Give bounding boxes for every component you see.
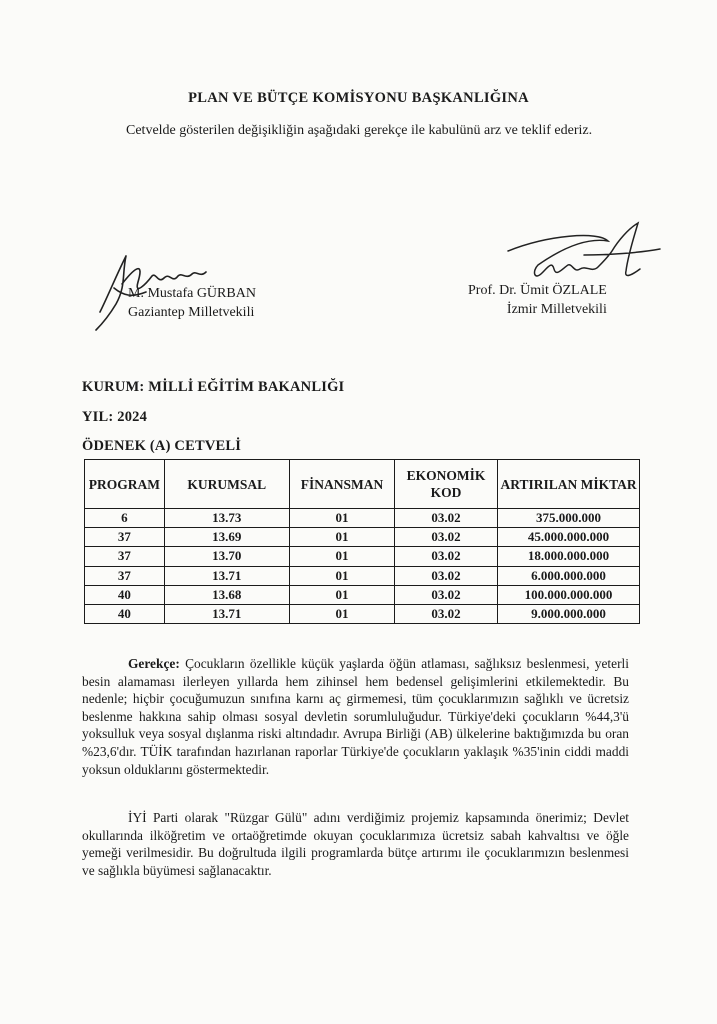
cell-ekonomik-kod: 03.02 [395, 604, 498, 623]
signatory-role: İzmir Milletvekili [506, 302, 607, 317]
cell-kurumsal: 13.71 [164, 566, 289, 585]
cell-ekonomik-kod: 03.02 [395, 566, 498, 585]
header-ekonomik-kod: EKONOMİK KOD [395, 460, 498, 509]
cell-kurumsal: 13.71 [164, 604, 289, 623]
table-row [85, 547, 640, 566]
cell-miktar: 375.000.000 [498, 509, 640, 528]
cell-kurumsal: 13.73 [164, 509, 289, 528]
header-artirilan-miktar: ARTIRILAN MİKTAR [498, 460, 640, 509]
cell-miktar: 100.000.000.000 [498, 585, 640, 604]
signatory-role: Gaziantep Milletvekili [128, 305, 255, 320]
justification-paragraph [82, 655, 629, 778]
table-row [85, 528, 640, 547]
institution-heading: KURUM: MİLLİ EĞİTİM BAKANLIĞI [82, 379, 345, 395]
cell-miktar: 45.000.000.000 [498, 528, 640, 547]
justification-label: Gerekçe: [128, 656, 180, 671]
cell-finansman: 01 [289, 585, 394, 604]
cell-kurumsal: 13.69 [164, 528, 289, 547]
intro-paragraph: Cetvelde gösterilen değişikliğin aşağıdaki gerekçe ile kabulünü arz ve teklif ederiz. [126, 123, 593, 138]
cell-kurumsal: 13.68 [164, 585, 289, 604]
cell-finansman: 01 [289, 528, 394, 547]
cell-program: 37 [85, 547, 165, 566]
header-finansman: FİNANSMAN [289, 460, 394, 509]
cell-ekonomik-kod: 03.02 [395, 585, 498, 604]
signatory-name: M. Mustafa GÜRBAN [128, 286, 256, 301]
year-heading: YIL: 2024 [82, 409, 148, 425]
cell-finansman: 01 [289, 604, 394, 623]
cell-miktar: 18.000.000.000 [498, 547, 640, 566]
table-row [85, 509, 640, 528]
cell-program: 40 [85, 585, 165, 604]
cell-finansman: 01 [289, 509, 394, 528]
cell-ekonomik-kod: 03.02 [395, 509, 498, 528]
table-header-row [85, 460, 640, 509]
justification-text: Çocukların özellikle küçük yaşlarda öğün atlaması, sağlıksız beslenmesi, yeterli besin alamaması ilerleyen yıllarda hem zihinsel hem bedensel gelişimlerini etkilemektedir. Bu nedenle; hiçbir çocuğumuzun sınıfına karnı aç girmemesi, tüm çocuklarımızın sağlıklı ve ücretsiz beslenme hakkına sahip olması sosyal devletin sorumluluğudur. Türkiye'deki çocukların %44,3'ü yoksulluk veya sosyal dışlanma riski altındadır. Avrupa Birliği (AB) ülkelerine baktığımızda bu oran %23,6'dır. TÜİK tarafından hazırlanan raporlar Türkiye'de çocukların yaklaşık %35'inin ciddi maddi yoksun olduklarını göstermektedir. [82, 656, 629, 777]
cell-finansman: 01 [289, 547, 394, 566]
project-paragraph: İYİ Parti olarak "Rüzgar Gülü" adını verdiğimiz projemiz kapsamında önerimiz; Devlet okullarında ilköğretim ve ortaöğretimde okuyan çocuklarımıza ücretsiz sabah kahvaltısı ve öğle yemeği verilmesidir. Bu doğrultuda ilgili programlarda bütçe artırımı ile çocuklarımızın beslenmesi ve sağlıkla büyümesi sağlanacaktır. [82, 810, 629, 878]
cell-kurumsal: 13.70 [164, 547, 289, 566]
cell-ekonomik-kod: 03.02 [395, 528, 498, 547]
cell-program: 40 [85, 604, 165, 623]
cell-program: 37 [85, 528, 165, 547]
document-title: PLAN VE BÜTÇE KOMİSYONU BAŞKANLIĞINA [188, 90, 529, 106]
signatory-2 [468, 281, 607, 319]
cell-program: 37 [85, 566, 165, 585]
table-row [85, 585, 640, 604]
cell-ekonomik-kod: 03.02 [395, 547, 498, 566]
cell-miktar: 6.000.000.000 [498, 566, 640, 585]
appropriation-heading: ÖDENEK (A) CETVELİ [82, 438, 242, 454]
signatory-name: Prof. Dr. Ümit ÖZLALE [468, 283, 607, 298]
appropriation-table [84, 459, 640, 624]
table-row [85, 604, 640, 623]
table-row [85, 566, 640, 585]
cell-miktar: 9.000.000.000 [498, 604, 640, 623]
cell-finansman: 01 [289, 566, 394, 585]
header-program: PROGRAM [85, 460, 165, 509]
header-kurumsal: KURUMSAL [164, 460, 289, 509]
signatory-1 [128, 284, 256, 322]
cell-program: 6 [85, 509, 165, 528]
